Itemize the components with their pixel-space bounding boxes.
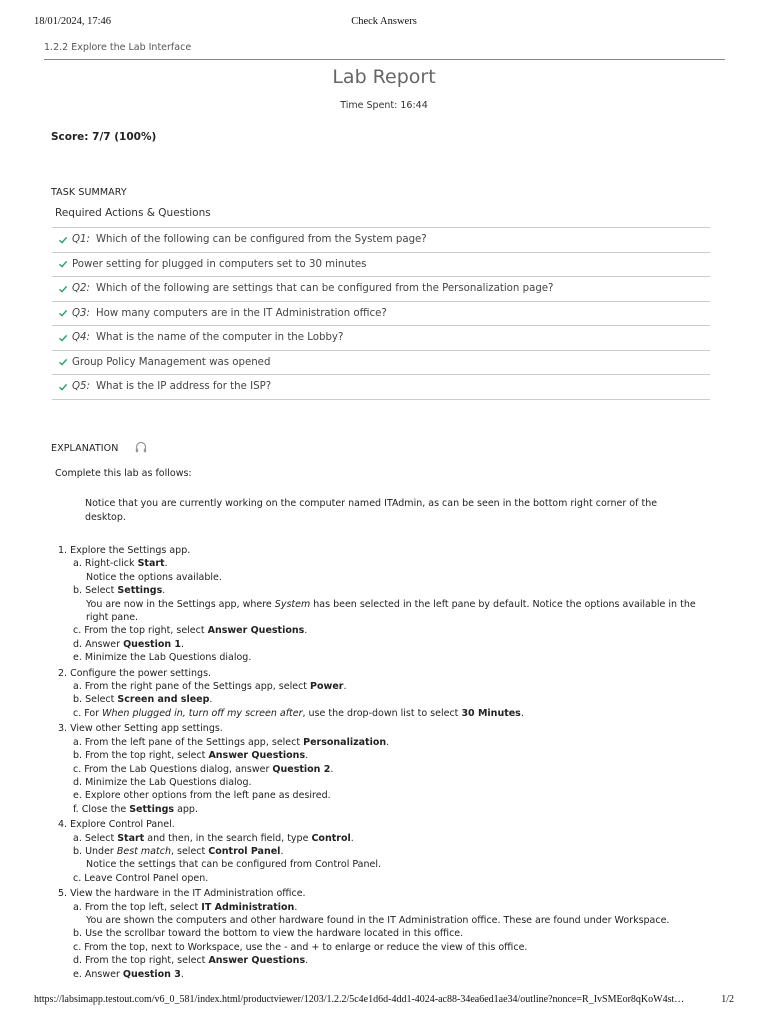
substep <box>73 954 718 967</box>
substep <box>73 901 718 928</box>
substep <box>73 638 718 651</box>
check-icon <box>58 284 68 294</box>
required-actions-header: Required Actions & Questions <box>55 207 211 219</box>
explanation-label <box>51 443 148 454</box>
substep <box>73 557 718 584</box>
substep <box>73 584 718 624</box>
print-title: Check Answers <box>351 16 417 27</box>
time-spent: Time Spent: 16:44 <box>340 100 428 111</box>
substep-text: c. From the Lab Questions dialog, answer Question 2. <box>73 763 334 775</box>
substep <box>73 832 718 845</box>
substep-text: d. From the top right, select Answer Questions. <box>73 955 309 967</box>
check-icon <box>58 357 68 367</box>
headphones-icon[interactable] <box>134 440 148 454</box>
step-4 <box>58 818 718 885</box>
substep-note: You are shown the computers and other hardware found in the IT Administration office. These are found under Workspace. <box>86 914 670 926</box>
step-title: 1. Explore the Settings app. <box>58 545 191 556</box>
task-text: Which of the following are settings that can be configured from the Personalization page? <box>95 283 554 295</box>
explanation-label-text: EXPLANATION <box>51 443 119 454</box>
step-2 <box>58 667 718 721</box>
page-title: Lab Report <box>332 66 436 88</box>
substep <box>73 927 718 940</box>
substep-text: a. From the left pane of the Settings app, select Personalization. <box>73 736 390 748</box>
breadcrumb[interactable]: 1.2.2 Explore the Lab Interface <box>44 42 192 53</box>
check-icon <box>58 382 68 392</box>
step-5 <box>58 887 718 981</box>
task-item-q4[interactable] <box>52 326 710 351</box>
substep <box>73 624 718 637</box>
substep-text: c. From the top, next to Workspace, use the - and + to enlarge or reduce the view of this office. <box>73 941 528 953</box>
substep <box>73 872 718 885</box>
substep-text: b. From the top right, select Answer Questions. <box>73 750 309 762</box>
print-datetime: 18/01/2024, 17:46 <box>34 16 112 27</box>
task-text: Which of the following can be configured from the System page? <box>95 234 427 246</box>
substep-text: d. Answer Question 1. <box>73 638 185 650</box>
substep-text: a. From the top left, select IT Administration. <box>73 901 298 913</box>
step-title: 2. Configure the power settings. <box>58 667 212 679</box>
substep <box>73 736 718 749</box>
substep-text: e. Minimize the Lab Questions dialog. <box>73 652 252 664</box>
substep-text: b. Under Best match, select Control Panel. <box>73 845 284 857</box>
task-item-q1[interactable] <box>52 228 710 253</box>
task-item-q3[interactable] <box>52 302 710 327</box>
substeps-list <box>58 832 718 886</box>
step-title: 4. Explore Control Panel. <box>58 819 175 831</box>
print-header <box>34 16 734 30</box>
check-icon <box>58 333 68 343</box>
print-footer <box>34 994 734 1008</box>
substep <box>73 680 718 693</box>
task-item-group-policy[interactable] <box>52 351 710 376</box>
task-qnum: Q5: <box>72 381 90 393</box>
substep-text: c. Leave Control Panel open. <box>73 872 209 884</box>
substep <box>73 763 718 776</box>
task-text: What is the IP address for the ISP? <box>95 381 272 393</box>
task-qnum: Q3: <box>72 307 90 319</box>
substep-text: b. Select Screen and sleep. <box>73 694 213 706</box>
substep-note: Notice the settings that can be configured from Control Panel. <box>86 859 381 871</box>
substep <box>73 707 718 720</box>
task-item-power-setting[interactable] <box>52 253 710 278</box>
substep <box>73 789 718 802</box>
substep-text: f. Close the Settings app. <box>73 803 198 815</box>
substep-text: a. From the right pane of the Settings app, select Power. <box>73 681 347 693</box>
explanation-notice: Notice that you are currently working on the computer named ITAdmin, as can be seen in the bottom right corner of the desktop. <box>85 498 658 523</box>
task-text: Power setting for plugged in computers set to 30 minutes <box>72 258 367 270</box>
substep-text: a. Select Start and then, in the search field, type Control. <box>73 832 354 844</box>
substep-text: b. Use the scrollbar toward the bottom to view the hardware located in this office. <box>73 928 464 940</box>
substep-text: d. Minimize the Lab Questions dialog. <box>73 776 252 788</box>
substep-text: b. Select Settings. <box>73 585 166 597</box>
print-url: https://labsimapp.testout.com/v6_0_581/index.html/productviewer/1203/1.2.2/5c4e1d6d-4dd1-4024-ac88-34ea6ed1ae34/outline?nonce=R_IvSMEor8qKoW4st… <box>34 994 685 1005</box>
step-title: 3. View other Setting app settings. <box>58 723 223 735</box>
steps-list <box>58 544 718 983</box>
substep-text: e. Answer Question 3. <box>73 968 184 980</box>
substep <box>73 693 718 706</box>
step-title: 5. View the hardware in the IT Administration office. <box>58 888 306 900</box>
task-qnum: Q1: <box>72 234 90 246</box>
explanation-intro: Complete this lab as follows: <box>55 468 192 479</box>
task-qnum: Q2: <box>72 283 90 295</box>
task-qnum: Q4: <box>72 332 90 344</box>
check-icon <box>58 259 68 269</box>
substep-note: Notice the options available. <box>86 571 222 583</box>
check-icon <box>58 308 68 318</box>
task-summary-label: TASK SUMMARY <box>51 187 127 198</box>
substeps-list <box>58 557 718 664</box>
check-icon <box>58 235 68 245</box>
score: Score: 7/7 (100%) <box>51 131 157 143</box>
substep-text: e. Explore other options from the left pane as desired. <box>73 790 331 802</box>
task-text: What is the name of the computer in the Lobby? <box>95 332 344 344</box>
step-3 <box>58 722 718 816</box>
substep-text: a. Right-click Start. <box>73 558 168 570</box>
substep <box>73 776 718 789</box>
substep <box>73 941 718 954</box>
task-list <box>52 227 710 400</box>
print-page-number: 1/2 <box>721 994 734 1005</box>
substep-text: c. From the top right, select Answer Questions. <box>73 625 308 637</box>
step-1 <box>58 544 718 665</box>
task-text: Group Policy Management was opened <box>72 356 271 368</box>
substep <box>73 651 718 664</box>
substep-text: c. For When plugged in, turn off my screen after, use the drop-down list to select 30 Minutes. <box>73 707 524 719</box>
substep-note: You are now in the Settings app, where System has been selected in the left pane by default. Notice the options available in the right pane. <box>86 598 696 624</box>
task-item-q5[interactable] <box>52 375 710 400</box>
substep <box>73 968 718 981</box>
substeps-list <box>58 901 718 981</box>
header-divider <box>44 59 725 60</box>
task-item-q2[interactable] <box>52 277 710 302</box>
substeps-list <box>58 736 718 816</box>
task-text: How many computers are in the IT Administration office? <box>95 307 387 319</box>
substep <box>73 845 718 872</box>
substeps-list <box>58 680 718 720</box>
substep <box>73 803 718 816</box>
substep <box>73 749 718 762</box>
